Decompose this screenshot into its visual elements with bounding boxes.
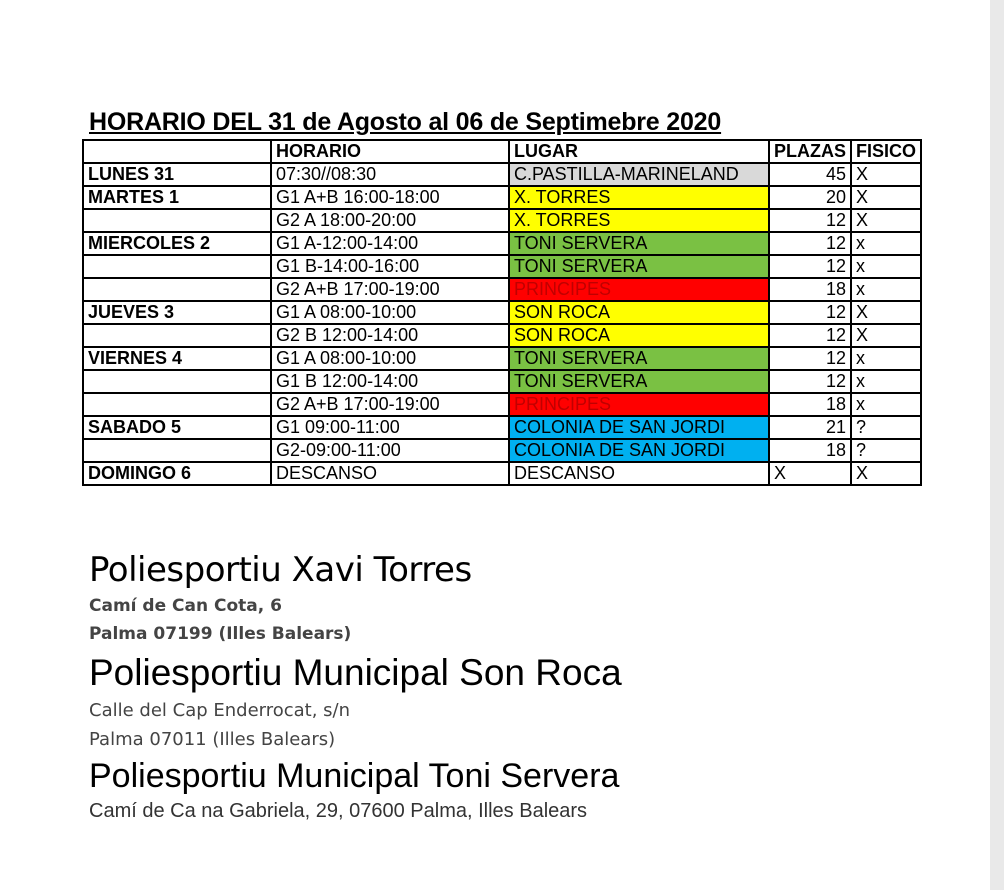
table-row [83, 255, 921, 278]
lugar-cell: SON ROCA [509, 324, 769, 347]
table-row [83, 163, 921, 186]
lugar-cell: COLONIA DE SAN JORDI [509, 416, 769, 439]
venue-son-roca-address: Calle del Cap Enderrocat, s/n [89, 700, 351, 721]
plazas-cell: 12 [769, 347, 851, 370]
plazas-cell: 21 [769, 416, 851, 439]
lugar-cell: X. TORRES [509, 209, 769, 232]
plazas-cell: 18 [769, 393, 851, 416]
venue-son-roca-city: Palma 07011 (Illes Balears) [89, 729, 336, 750]
lugar-cell: X. TORRES [509, 186, 769, 209]
venue-xavi-torres-name: Poliesportiu Xavi Torres [89, 550, 472, 590]
horario-cell: G1 A 08:00-10:00 [271, 301, 509, 324]
lugar-cell: SON ROCA [509, 301, 769, 324]
header-lugar: LUGAR [509, 140, 769, 163]
plazas-cell: X [769, 462, 851, 485]
day-cell [83, 255, 271, 278]
plazas-cell: 12 [769, 324, 851, 347]
day-cell [83, 209, 271, 232]
table-row [83, 416, 921, 439]
day-cell: LUNES 31 [83, 163, 271, 186]
horario-cell: G2 A+B 17:00-19:00 [271, 278, 509, 301]
schedule-table [82, 139, 922, 486]
table-row [83, 186, 921, 209]
table-row [83, 278, 921, 301]
fisico-cell: x [851, 278, 921, 301]
horario-cell: G2 A 18:00-20:00 [271, 209, 509, 232]
schedule-title: HORARIO DEL 31 de Agosto al 06 de Septimebre 2020 [89, 108, 722, 136]
plazas-cell: 18 [769, 278, 851, 301]
lugar-cell: COLONIA DE SAN JORDI [509, 439, 769, 462]
plazas-cell: 12 [769, 209, 851, 232]
fisico-cell: x [851, 370, 921, 393]
lugar-cell: TONI SERVERA [509, 347, 769, 370]
horario-cell: G1 09:00-11:00 [271, 416, 509, 439]
header-horario: HORARIO [271, 140, 509, 163]
table-row [83, 324, 921, 347]
day-cell: DOMINGO 6 [83, 462, 271, 485]
horario-cell: G1 A 08:00-10:00 [271, 347, 509, 370]
venue-xavi-torres-address: Camí de Can Cota, 6 [89, 596, 282, 616]
plazas-cell: 18 [769, 439, 851, 462]
fisico-cell: X [851, 163, 921, 186]
table-row [83, 370, 921, 393]
fisico-cell: ? [851, 416, 921, 439]
table-row [83, 347, 921, 370]
day-cell: SABADO 5 [83, 416, 271, 439]
lugar-cell: PRINCIPES [509, 393, 769, 416]
fisico-cell: X [851, 324, 921, 347]
venue-xavi-torres-city: Palma 07199 (Illes Balears) [89, 624, 352, 644]
plazas-cell: 45 [769, 163, 851, 186]
venue-toni-servera-address: Camí de Ca na Gabriela, 29, 07600 Palma, Illes Balears [89, 800, 588, 822]
table-row [83, 393, 921, 416]
fisico-cell: X [851, 462, 921, 485]
lugar-cell: TONI SERVERA [509, 370, 769, 393]
plazas-cell: 12 [769, 232, 851, 255]
header-day [83, 140, 271, 163]
day-cell [83, 393, 271, 416]
horario-cell: G1 A+B 16:00-18:00 [271, 186, 509, 209]
table-row [83, 439, 921, 462]
horario-cell: G1 B-14:00-16:00 [271, 255, 509, 278]
lugar-cell: C.PASTILLA-MARINELAND [509, 163, 769, 186]
horario-cell: G1 B 12:00-14:00 [271, 370, 509, 393]
plazas-cell: 12 [769, 301, 851, 324]
day-cell: JUEVES 3 [83, 301, 271, 324]
page-edge [990, 0, 1004, 890]
day-cell [83, 324, 271, 347]
fisico-cell: X [851, 301, 921, 324]
table-row [83, 232, 921, 255]
fisico-cell: x [851, 393, 921, 416]
table-row [83, 301, 921, 324]
table-row [83, 209, 921, 232]
fisico-cell: x [851, 347, 921, 370]
fisico-cell: x [851, 232, 921, 255]
day-cell [83, 439, 271, 462]
lugar-cell: TONI SERVERA [509, 255, 769, 278]
plazas-cell: 12 [769, 255, 851, 278]
lugar-cell: TONI SERVERA [509, 232, 769, 255]
venue-toni-servera-name: Poliesportiu Municipal Toni Servera [89, 757, 620, 795]
fisico-cell: X [851, 209, 921, 232]
plazas-cell: 20 [769, 186, 851, 209]
horario-cell: G2 A+B 17:00-19:00 [271, 393, 509, 416]
horario-cell: DESCANSO [271, 462, 509, 485]
header-fisico: FISICO [851, 140, 921, 163]
day-cell: VIERNES 4 [83, 347, 271, 370]
table-row [83, 462, 921, 485]
day-cell: MARTES 1 [83, 186, 271, 209]
horario-cell: 07:30//08:30 [271, 163, 509, 186]
plazas-cell: 12 [769, 370, 851, 393]
fisico-cell: ? [851, 439, 921, 462]
day-cell: MIERCOLES 2 [83, 232, 271, 255]
lugar-cell: DESCANSO [509, 462, 769, 485]
horario-cell: G2 B 12:00-14:00 [271, 324, 509, 347]
lugar-cell: PRINCIPES [509, 278, 769, 301]
horario-cell: G2-09:00-11:00 [271, 439, 509, 462]
horario-cell: G1 A-12:00-14:00 [271, 232, 509, 255]
fisico-cell: x [851, 255, 921, 278]
day-cell [83, 278, 271, 301]
fisico-cell: X [851, 186, 921, 209]
table-header-row [83, 140, 921, 163]
day-cell [83, 370, 271, 393]
header-plazas: PLAZAS [769, 140, 851, 163]
venue-son-roca-name: Poliesportiu Municipal Son Roca [89, 652, 622, 693]
